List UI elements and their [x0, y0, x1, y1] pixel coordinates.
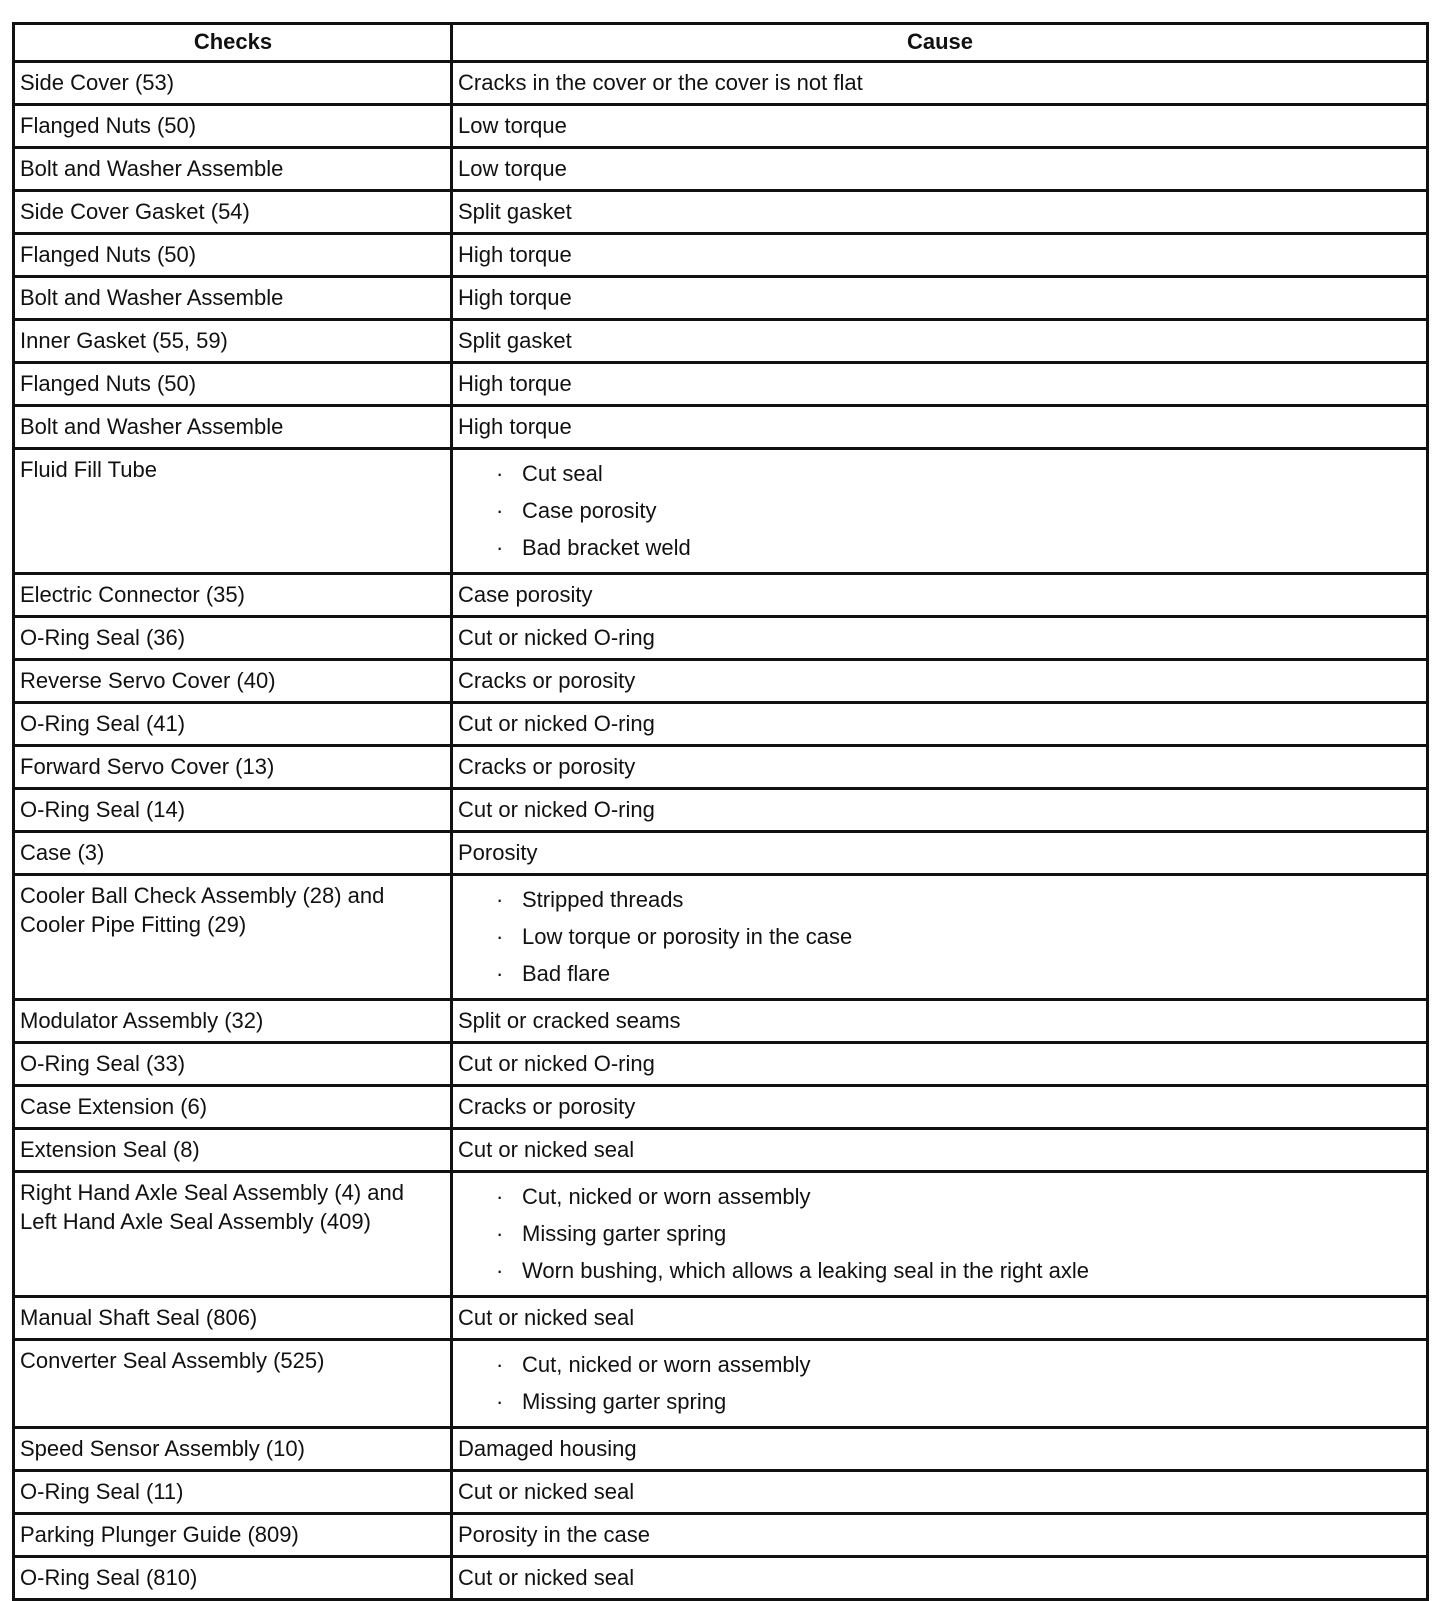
bullet-dot-icon: ·: [496, 1389, 504, 1414]
cause-text: Low torque: [458, 156, 567, 181]
cause-text: Cut or nicked seal: [458, 1305, 635, 1330]
table-row: [14, 148, 1428, 191]
check-cell: Cooler Ball Check Assembly (28) and Cooler Pipe Fitting (29): [14, 875, 452, 1000]
cause-cell: [452, 1000, 1428, 1043]
cause-cell: [452, 660, 1428, 703]
table-header-row: [14, 24, 1428, 62]
table-row: [14, 1557, 1428, 1600]
cause-bullet-item: [496, 955, 1422, 992]
table-row: [14, 1297, 1428, 1340]
table-body: [14, 62, 1428, 1600]
cause-bullet-text: Bad flare: [522, 961, 611, 986]
check-cell: O-Ring Seal (14): [14, 789, 452, 832]
cause-bullet-text: Low torque or porosity in the case: [522, 924, 853, 949]
cause-cell: [452, 1557, 1428, 1600]
table-row: [14, 320, 1428, 363]
bullet-dot-icon: ·: [496, 961, 504, 986]
cause-cell: [452, 320, 1428, 363]
check-cell: Manual Shaft Seal (806): [14, 1297, 452, 1340]
check-cell: Converter Seal Assembly (525): [14, 1340, 452, 1428]
cause-bullet-text: Missing garter spring: [522, 1389, 727, 1414]
bullet-dot-icon: ·: [496, 498, 504, 523]
table-row: [14, 1340, 1428, 1428]
cause-bullet-list: [458, 881, 1422, 992]
check-cell: Speed Sensor Assembly (10): [14, 1428, 452, 1471]
table-row: [14, 277, 1428, 320]
table-row: [14, 1129, 1428, 1172]
table-row: [14, 1000, 1428, 1043]
check-cell: O-Ring Seal (810): [14, 1557, 452, 1600]
cause-text: Porosity: [458, 840, 538, 865]
cause-text: Split gasket: [458, 199, 572, 224]
bullet-dot-icon: ·: [496, 461, 504, 486]
table-row: [14, 191, 1428, 234]
table-row: [14, 406, 1428, 449]
cause-bullet-text: Cut, nicked or worn assembly: [522, 1184, 811, 1209]
cause-cell: [452, 406, 1428, 449]
cause-text: Case porosity: [458, 582, 593, 607]
cause-bullet-item: [496, 529, 1422, 566]
cause-text: High torque: [458, 285, 572, 310]
cause-bullet-item: [496, 1383, 1422, 1420]
table-row: [14, 105, 1428, 148]
cause-text: Split gasket: [458, 328, 572, 353]
cause-cell: [452, 1172, 1428, 1297]
cause-text: Cut or nicked seal: [458, 1479, 635, 1504]
column-header-checks: Checks: [14, 24, 452, 62]
check-cell: O-Ring Seal (33): [14, 1043, 452, 1086]
cause-text: Porosity in the case: [458, 1522, 650, 1547]
cause-cell: [452, 1297, 1428, 1340]
cause-cell: [452, 746, 1428, 789]
cause-text: Split or cracked seams: [458, 1008, 681, 1033]
cause-text: High torque: [458, 242, 572, 267]
table-row: [14, 703, 1428, 746]
check-cell: Bolt and Washer Assemble: [14, 148, 452, 191]
bullet-dot-icon: ·: [496, 887, 504, 912]
cause-cell: [452, 449, 1428, 574]
cause-cell: [452, 1043, 1428, 1086]
check-cell: Fluid Fill Tube: [14, 449, 452, 574]
table-row: [14, 1514, 1428, 1557]
check-cell: Parking Plunger Guide (809): [14, 1514, 452, 1557]
cause-cell: [452, 1471, 1428, 1514]
cause-bullet-item: [496, 918, 1422, 955]
cause-text: Cracks or porosity: [458, 1094, 636, 1119]
cause-cell: [452, 789, 1428, 832]
cause-bullet-item: [496, 1252, 1422, 1289]
cause-cell: [452, 105, 1428, 148]
cause-bullet-item: [496, 455, 1422, 492]
check-cell: Forward Servo Cover (13): [14, 746, 452, 789]
check-cell: Flanged Nuts (50): [14, 105, 452, 148]
cause-cell: [452, 617, 1428, 660]
bullet-dot-icon: ·: [496, 1352, 504, 1377]
cause-text: Cracks or porosity: [458, 668, 636, 693]
cause-bullet-text: Cut seal: [522, 461, 603, 486]
cause-cell: [452, 191, 1428, 234]
table-row: [14, 62, 1428, 105]
cause-text: Cut or nicked O-ring: [458, 625, 655, 650]
cause-cell: [452, 234, 1428, 277]
cause-text: Damaged housing: [458, 1436, 637, 1461]
table-row: [14, 1043, 1428, 1086]
table-row: [14, 363, 1428, 406]
cause-text: Cracks or porosity: [458, 754, 636, 779]
cause-text: Cut or nicked O-ring: [458, 711, 655, 736]
cause-bullet-text: Worn bushing, which allows a leaking seal in the right axle: [522, 1258, 1090, 1283]
cause-bullet-list: [458, 1178, 1422, 1289]
cause-bullet-item: [496, 492, 1422, 529]
check-cell: Side Cover (53): [14, 62, 452, 105]
bullet-dot-icon: ·: [496, 1184, 504, 1209]
cause-bullet-item: [496, 1215, 1422, 1252]
cause-text: High torque: [458, 414, 572, 439]
check-cell: Case Extension (6): [14, 1086, 452, 1129]
table-row: [14, 789, 1428, 832]
check-cell: Electric Connector (35): [14, 574, 452, 617]
check-cell: Flanged Nuts (50): [14, 234, 452, 277]
cause-bullet-text: Cut, nicked or worn assembly: [522, 1352, 811, 1377]
check-cell: Right Hand Axle Seal Assembly (4) and Left Hand Axle Seal Assembly (409): [14, 1172, 452, 1297]
cause-cell: [452, 1340, 1428, 1428]
table-row: [14, 1086, 1428, 1129]
cause-text: Cut or nicked seal: [458, 1565, 635, 1590]
cause-text: Low torque: [458, 113, 567, 138]
cause-cell: [452, 875, 1428, 1000]
cause-bullet-list: [458, 455, 1422, 566]
table-row: [14, 1428, 1428, 1471]
cause-cell: [452, 62, 1428, 105]
table-row: [14, 449, 1428, 574]
check-cell: Modulator Assembly (32): [14, 1000, 452, 1043]
cause-cell: [452, 574, 1428, 617]
check-cell: O-Ring Seal (11): [14, 1471, 452, 1514]
cause-cell: [452, 1086, 1428, 1129]
check-cell: Reverse Servo Cover (40): [14, 660, 452, 703]
cause-text: Cut or nicked O-ring: [458, 797, 655, 822]
cause-cell: [452, 703, 1428, 746]
bullet-dot-icon: ·: [496, 1221, 504, 1246]
check-cell: Flanged Nuts (50): [14, 363, 452, 406]
checks-cause-table: [12, 22, 1429, 1601]
check-cell: O-Ring Seal (36): [14, 617, 452, 660]
table-row: [14, 746, 1428, 789]
cause-bullet-item: [496, 1178, 1422, 1215]
table-row: [14, 875, 1428, 1000]
cause-bullet-text: Stripped threads: [522, 887, 684, 912]
cause-cell: [452, 832, 1428, 875]
cause-cell: [452, 1129, 1428, 1172]
cause-bullet-item: [496, 881, 1422, 918]
bullet-dot-icon: ·: [496, 924, 504, 949]
check-cell: Case (3): [14, 832, 452, 875]
table-row: [14, 660, 1428, 703]
check-cell: Bolt and Washer Assemble: [14, 277, 452, 320]
bullet-dot-icon: ·: [496, 535, 504, 560]
cause-bullet-list: [458, 1346, 1422, 1420]
cause-bullet-text: Bad bracket weld: [522, 535, 691, 560]
cause-cell: [452, 363, 1428, 406]
cause-text: Cut or nicked O-ring: [458, 1051, 655, 1076]
column-header-cause: Cause: [452, 24, 1428, 62]
cause-cell: [452, 277, 1428, 320]
table-row: [14, 1471, 1428, 1514]
check-cell: O-Ring Seal (41): [14, 703, 452, 746]
cause-bullet-text: Missing garter spring: [522, 1221, 727, 1246]
check-cell: Extension Seal (8): [14, 1129, 452, 1172]
check-cell: Side Cover Gasket (54): [14, 191, 452, 234]
table-row: [14, 574, 1428, 617]
cause-text: High torque: [458, 371, 572, 396]
cause-bullet-item: [496, 1346, 1422, 1383]
table-row: [14, 1172, 1428, 1297]
cause-text: Cracks in the cover or the cover is not flat: [458, 70, 863, 95]
cause-bullet-text: Case porosity: [522, 498, 657, 523]
table-row: [14, 832, 1428, 875]
table-row: [14, 234, 1428, 277]
cause-cell: [452, 148, 1428, 191]
bullet-dot-icon: ·: [496, 1258, 504, 1283]
check-cell: Bolt and Washer Assemble: [14, 406, 452, 449]
cause-cell: [452, 1514, 1428, 1557]
cause-text: Cut or nicked seal: [458, 1137, 635, 1162]
table-row: [14, 617, 1428, 660]
cause-cell: [452, 1428, 1428, 1471]
check-cell: Inner Gasket (55, 59): [14, 320, 452, 363]
